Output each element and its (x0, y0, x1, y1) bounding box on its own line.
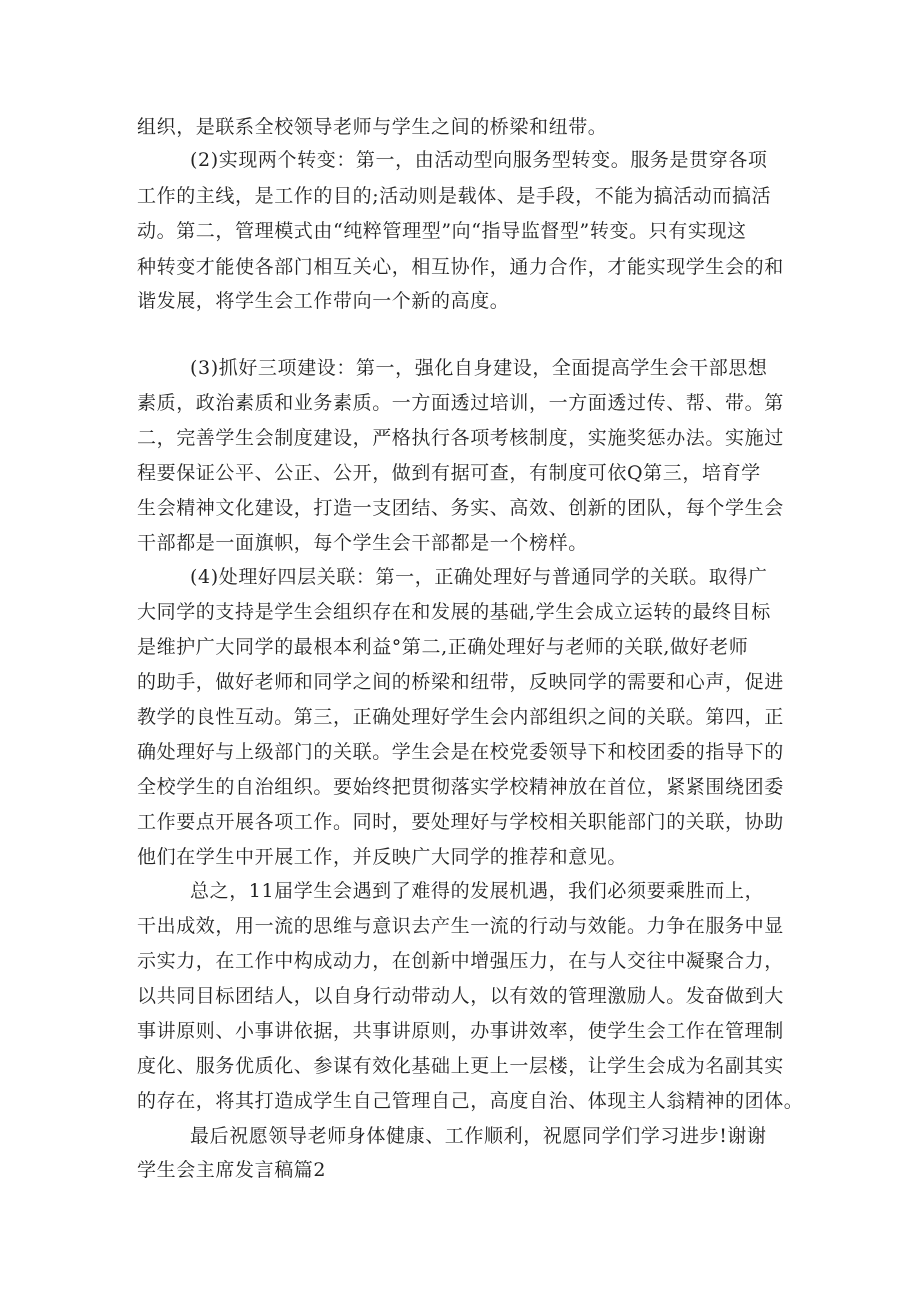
text-line: 总之，11届学生会遇到了难得的发展机遇，我们必须要乘胜而上， (190, 880, 765, 902)
section-heading: 学生会主席发言稿篇2 (137, 1159, 327, 1181)
text-line: (3)抓好三项建设：第一，强化自身建设，全面提高学生会干部思想 (190, 357, 768, 379)
text-line: 示实力，在工作中构成动力，在创新中增强压力，在与人交往中凝聚合力， (137, 950, 784, 972)
text-line: 生会精神文化建设，打造一支团结、务实、高效、创新的团队，每个学生会 (137, 497, 784, 519)
text-line: 是维护广大同学的最根本利益°第二,正确处理好与老师的关联,做好老师 (137, 636, 749, 658)
text-line: 程要保证公平、公正、公开，做到有据可查，有制度可依Q第三，培育学 (137, 462, 761, 484)
text-line: 大同学的支持是学生会组织存在和发展的基础,学生会成立运转的最终目标 (137, 601, 771, 623)
text-line: 种转变才能使各部门相互关心，相互协作，通力合作，才能实现学生会的和 (137, 256, 784, 278)
text-line: 素质，政治素质和业务素质。一方面透过培训，一方面透过传、帮、带。第 (137, 392, 784, 414)
text-line: 干出成效，用一流的思维与意识去产生一流的行动与效能。力争在服务中显 (137, 915, 784, 937)
text-line: 度化、服务优质化、参谋有效化基础上更上一层楼，让学生会成为名副其实 (137, 1055, 784, 1077)
text-line: 最后祝愿领导老师身体健康、工作顺利，祝愿同学们学习进步!谢谢 (190, 1125, 767, 1147)
text-line: 以共同目标团结人，以自身行动带动人，以有效的管理激励人。发奋做到大 (137, 985, 784, 1007)
text-line: 的存在，将其打造成学生自己管理自己，高度自治、体现主人翁精神的团体。 (137, 1090, 804, 1112)
text-line: 干部都是一面旗帜，每个学生会干部都是一个榜样。 (137, 532, 588, 554)
text-line: 谐发展，将学生会工作带向一个新的高度。 (137, 290, 510, 312)
text-line: (2)实现两个转变：第一，由活动型向服务型转变。服务是贯穿各项 (190, 149, 768, 171)
text-line: 工作要点开展各项工作。同时，要处理好与学校相关职能部门的关联，协助 (137, 811, 784, 833)
text-line: 确处理好与上级部门的关联。学生会是在校党委领导下和校团委的指导下的 (137, 741, 784, 763)
text-line: 他们在学生中开展工作，并反映广大同学的推荐和意见。 (137, 846, 628, 868)
text-line: 教学的良性互动。第三，正确处理好学生会内部组织之间的关联。第四，正 (137, 706, 784, 728)
text-line: 动。第二，管理模式由“纯粹管理型”向“指导监督型”转变。只有实现这 (137, 220, 747, 242)
text-line: 组织，是联系全校领导老师与学生之间的桥梁和纽带。 (137, 116, 608, 138)
text-line: (4)处理好四层关联：第一，正确处理好与普通同学的关联。取得广 (190, 566, 768, 588)
text-line: 二，完善学生会制度建设，严格执行各项考核制度，实施奖惩办法。实施过 (137, 427, 784, 449)
text-line: 全校学生的自治组织。要始终把贯彻落实学校精神放在首位，紧紧围绕团委 (137, 776, 784, 798)
text-line: 的助手，做好老师和同学之间的桥梁和纽带，反映同学的需要和心声，促进 (137, 671, 784, 693)
text-line: 事讲原则、小事讲依据，共事讲原则，办事讲效率，使学生会工作在管理制 (137, 1020, 784, 1042)
text-line: 工作的主线，是工作的目的;活动则是载体、是手段，不能为搞活动而搞活 (137, 185, 772, 207)
